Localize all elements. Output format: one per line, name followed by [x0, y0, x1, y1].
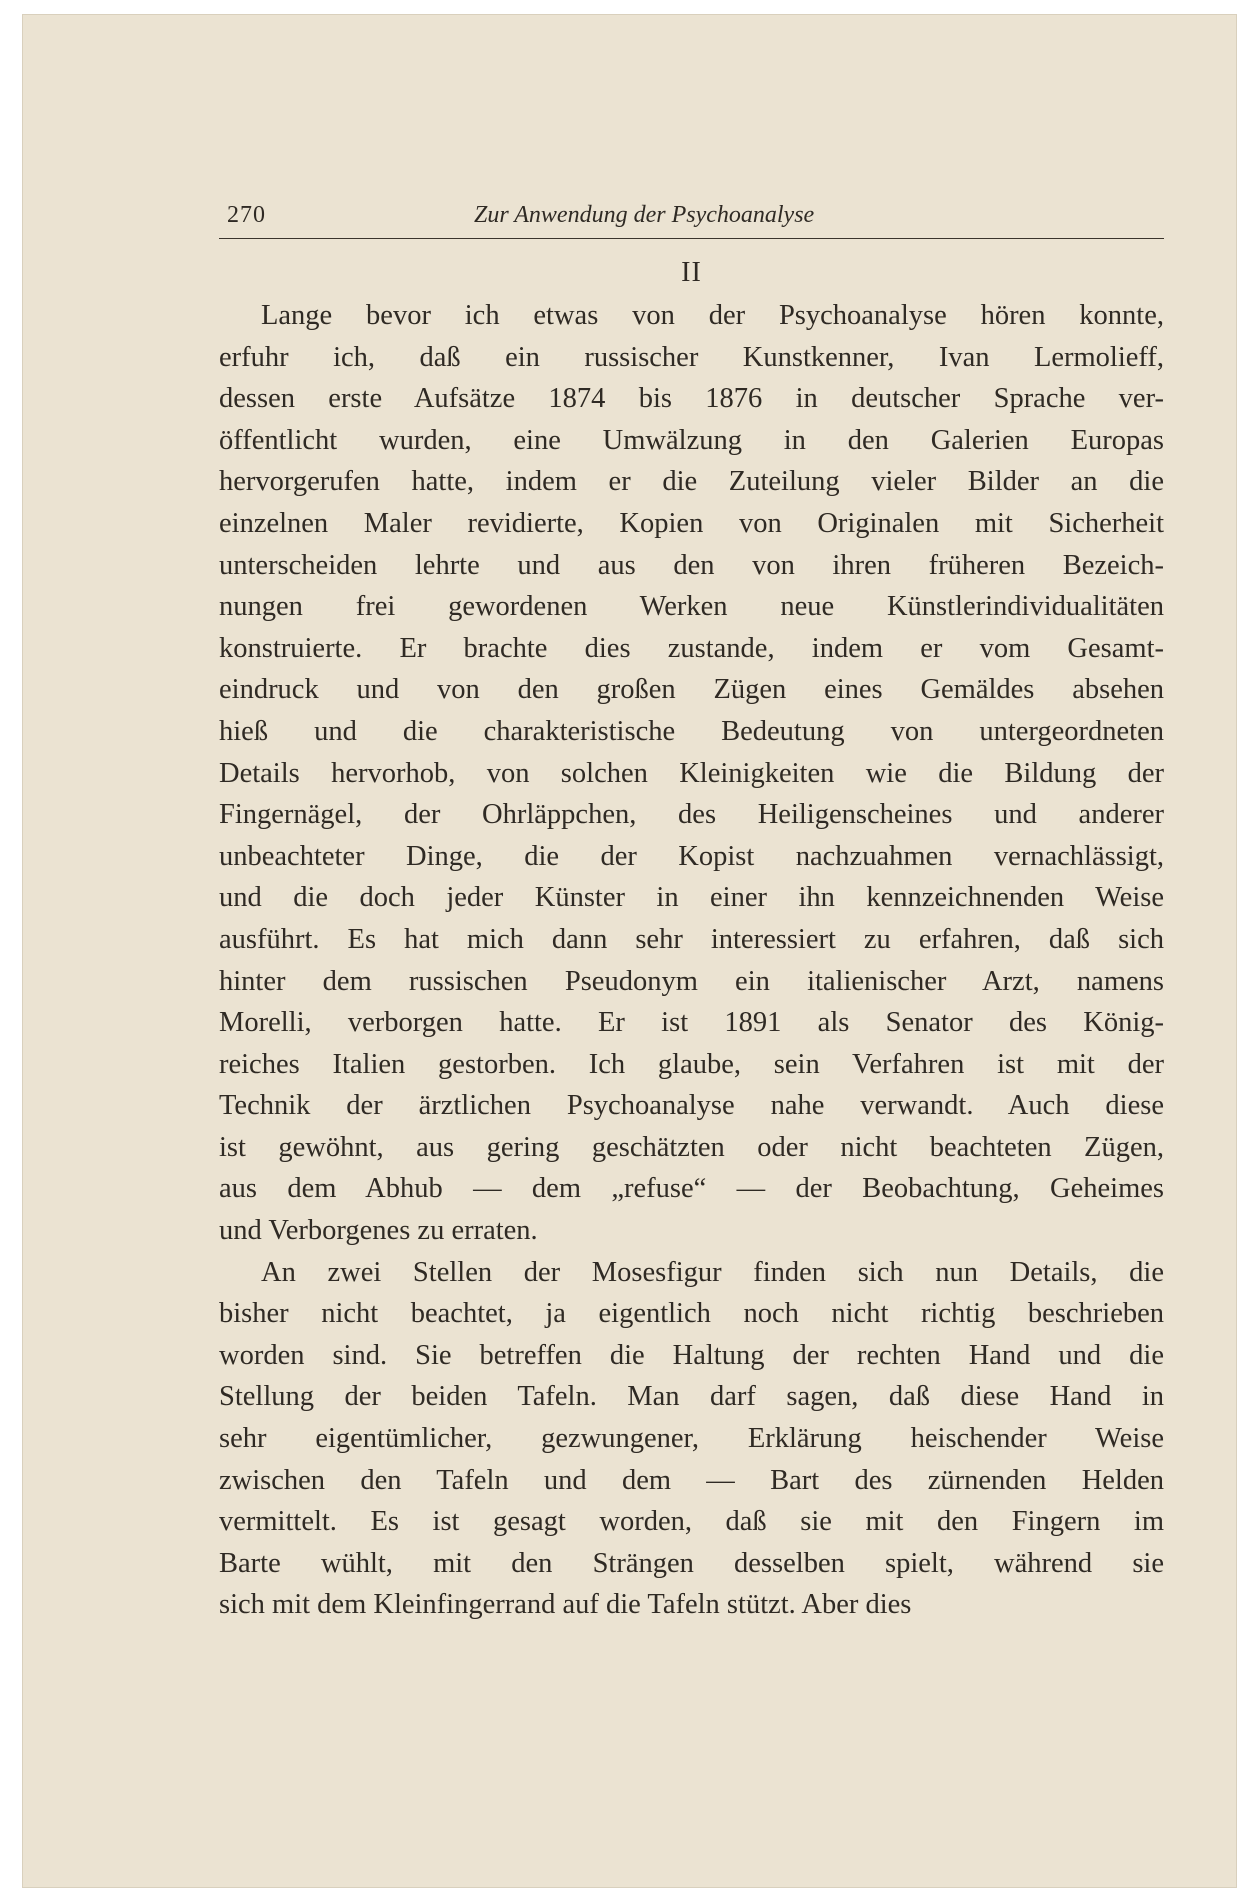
text-line: zwischen den Tafeln und dem — Bart des zürnenden Helden	[219, 1464, 1164, 1496]
text-line: reiches Italien gestorben. Ich glaube, sein Verfahren ist mit der	[219, 1048, 1164, 1080]
text-line: hinter dem russischen Pseudonym ein italienischer Arzt, namens	[219, 965, 1164, 997]
text-line: einzelnen Maler revidierte, Kopien von Originalen mit Sicherheit	[219, 507, 1164, 539]
text-line: bisher nicht beachtet, ja eigentlich noch nicht richtig beschrieben	[219, 1298, 1164, 1330]
text-line: Details hervorhob, von solchen Kleinigkeiten wie die Bildung der	[219, 757, 1164, 789]
text-line: Lange bevor ich etwas von der Psychoanalyse hören konnte,	[261, 300, 1164, 331]
section-number: II	[681, 257, 702, 288]
text-line: und Verborgenes zu erraten.	[219, 1215, 538, 1247]
text-line: vermittelt. Es ist gesagt worden, daß sie mit den Fingern im	[219, 1506, 1164, 1538]
text-line: sich mit dem Kleinfingerrand auf die Tafeln stützt. Aber dies	[219, 1589, 912, 1621]
text-line: hieß und die charakteristische Bedeutung von untergeordneten	[219, 715, 1164, 747]
text-line: worden sind. Sie betreffen die Haltung der rechten Hand und die	[219, 1339, 1164, 1371]
text-line: nungen frei gewordenen Werken neue Künstlerindividualitäten	[219, 591, 1164, 623]
running-header	[219, 202, 1164, 239]
text-line: hervorgerufen hatte, indem er die Zuteilung vieler Bilder an die	[219, 466, 1164, 498]
paragraph	[219, 295, 1164, 1252]
text-line: dessen erste Aufsätze 1874 bis 1876 in deutscher Sprache ver-	[219, 383, 1164, 415]
text-line: Technik der ärztlichen Psychoanalyse nahe verwandt. Auch diese	[219, 1090, 1164, 1122]
text-line: ist gewöhnt, aus gering geschätzten oder nicht beachteten Zügen,	[219, 1131, 1164, 1163]
text-line: Barte wühlt, mit den Strängen desselben spielt, während sie	[219, 1547, 1164, 1579]
text-line: aus dem Abhub — dem „refuse“ — der Beobachtung, Geheimes	[219, 1173, 1164, 1205]
scanned-page	[22, 14, 1237, 1888]
text-line: An zwei Stellen der Mosesfigur finden sich nun Details, die	[261, 1256, 1164, 1288]
paragraph	[219, 1252, 1164, 1626]
text-line: Fingernägel, der Ohrläppchen, des Heiligenscheines und anderer	[219, 799, 1164, 831]
text-line: unterscheiden lehrte und aus den von ihren früheren Bezeich-	[219, 549, 1164, 581]
page-number: 270	[227, 202, 266, 228]
body-text	[219, 295, 1164, 1626]
text-line: ausführt. Es hat mich dann sehr interessiert zu erfahren, daß sich	[219, 923, 1164, 955]
text-line: eindruck und von den großen Zügen eines Gemäldes absehen	[219, 674, 1164, 706]
text-line: öffentlicht wurden, eine Umwälzung in den Galerien Europas	[219, 424, 1164, 456]
running-title: Zur Anwendung der Psychoanalyse	[474, 202, 815, 228]
page-content	[219, 202, 1164, 1626]
text-line: erfuhr ich, daß ein russischer Kunstkenner, Ivan Lermolieff,	[219, 341, 1164, 373]
text-line: Morelli, verborgen hatte. Er ist 1891 als Senator des König-	[219, 1007, 1164, 1039]
text-line: Stellung der beiden Tafeln. Man darf sagen, daß diese Hand in	[219, 1381, 1164, 1413]
text-line: unbeachteter Dinge, die der Kopist nachzuahmen vernachlässigt,	[219, 840, 1164, 872]
text-line: sehr eigentümlicher, gezwungener, Erklärung heischender Weise	[219, 1423, 1164, 1455]
text-line: und die doch jeder Künster in einer ihn kennzeichnenden Weise	[219, 882, 1164, 914]
text-line: konstruierte. Er brachte dies zustande, indem er vom Gesamt-	[219, 632, 1164, 664]
